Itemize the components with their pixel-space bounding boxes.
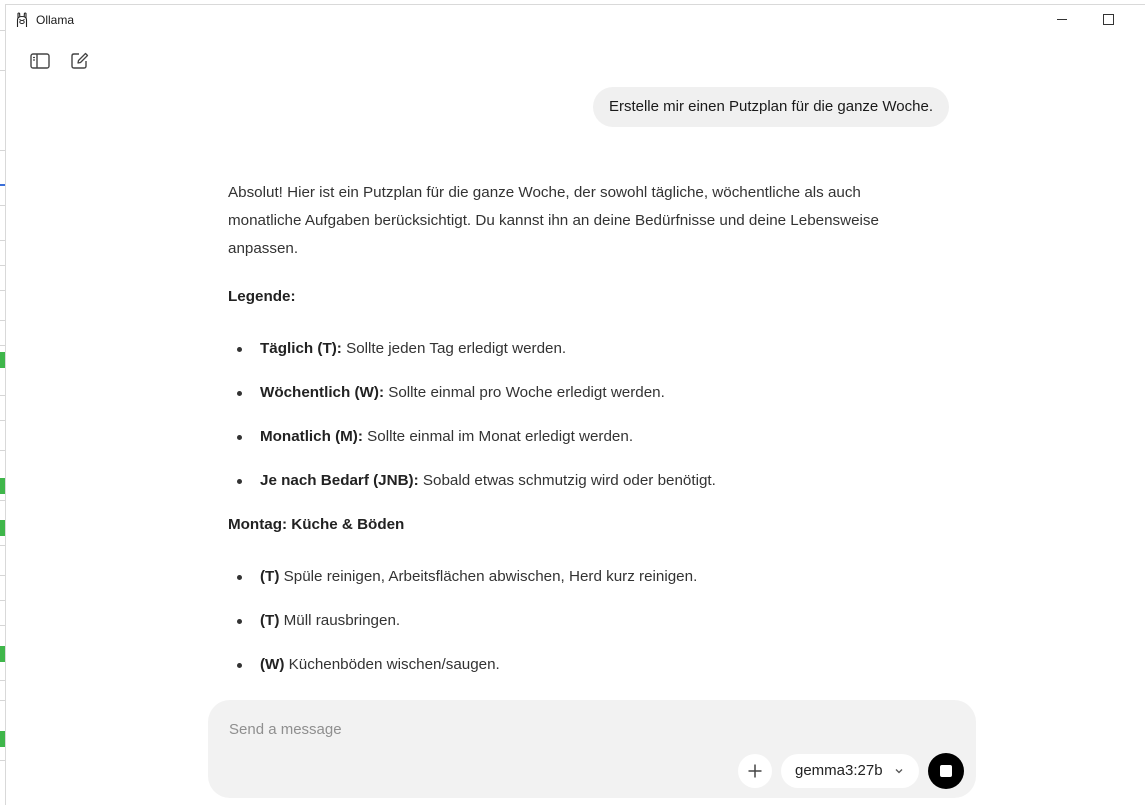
list-item [228, 379, 928, 407]
legend-term: Je nach Bedarf (JNB): [260, 472, 419, 489]
assistant-response [228, 179, 928, 695]
legend-desc: Sollte jeden Tag erledigt werden. [341, 340, 567, 357]
stop-icon [940, 765, 952, 777]
list-item [228, 467, 928, 495]
sidebar-toggle-icon [26, 49, 54, 73]
list-item [228, 423, 928, 451]
legend-desc: Sollte einmal im Monat erledigt werden. [362, 428, 634, 445]
user-message-bubble: Erstelle mir einen Putzplan für die ganze Woche. [593, 87, 949, 127]
attach-button[interactable] [738, 754, 772, 788]
chevron-down-icon [894, 766, 904, 776]
legend-heading: Legende: [228, 288, 296, 305]
title-bar[interactable] [6, 5, 1145, 35]
message-input[interactable] [227, 714, 931, 744]
list-item [228, 563, 928, 591]
task-tag: (W) [260, 656, 285, 673]
minimize-button[interactable] [1038, 5, 1084, 35]
monday-task-list [228, 563, 928, 679]
task-tag: (T) [260, 612, 280, 629]
minimize-icon [1057, 19, 1067, 20]
new-chat-icon [66, 49, 94, 73]
window-title: Ollama [36, 13, 75, 27]
legend-term: Täglich (T): [260, 340, 342, 357]
ollama-window [5, 4, 1145, 805]
legend-term: Monatlich (M): [260, 428, 363, 445]
new-chat-button[interactable] [66, 49, 94, 73]
task-text: Spüle reinigen, Arbeitsflächen abwischen, Herd kurz reinigen. [279, 568, 698, 585]
task-text: Müll rausbringen. [279, 612, 401, 629]
stop-generation-button[interactable] [928, 753, 964, 789]
plus-icon [738, 754, 772, 788]
ollama-llama-icon [15, 12, 29, 28]
legend-desc: Sobald etwas schmutzig wird oder benötigt. [418, 472, 716, 489]
message-composer [208, 700, 976, 798]
task-tag: (T) [260, 568, 280, 585]
list-item [228, 651, 928, 679]
list-item [228, 607, 928, 635]
task-text: Küchenböden wischen/saugen. [284, 656, 500, 673]
sidebar-toggle-button[interactable] [26, 49, 54, 73]
list-item [228, 335, 928, 363]
model-name: gemma3:27b [795, 762, 883, 779]
legend-desc: Sollte einmal pro Woche erledigt werden. [384, 384, 665, 401]
legend-list [228, 335, 928, 495]
model-select[interactable] [781, 754, 919, 788]
maximize-icon [1103, 14, 1114, 25]
response-intro: Absolut! Hier ist ein Putzplan für die ganze Woche, der sowohl tägliche, wöchentliche als auch monatliche Aufgaben berücksichtigt. Du kannst ihn an deine Bedürfnisse und deine Lebensweise anpassen. [228, 184, 879, 257]
monday-heading: Montag: Küche & Böden [228, 516, 405, 533]
maximize-button[interactable] [1084, 5, 1130, 35]
legend-term: Wöchentlich (W): [260, 384, 385, 401]
